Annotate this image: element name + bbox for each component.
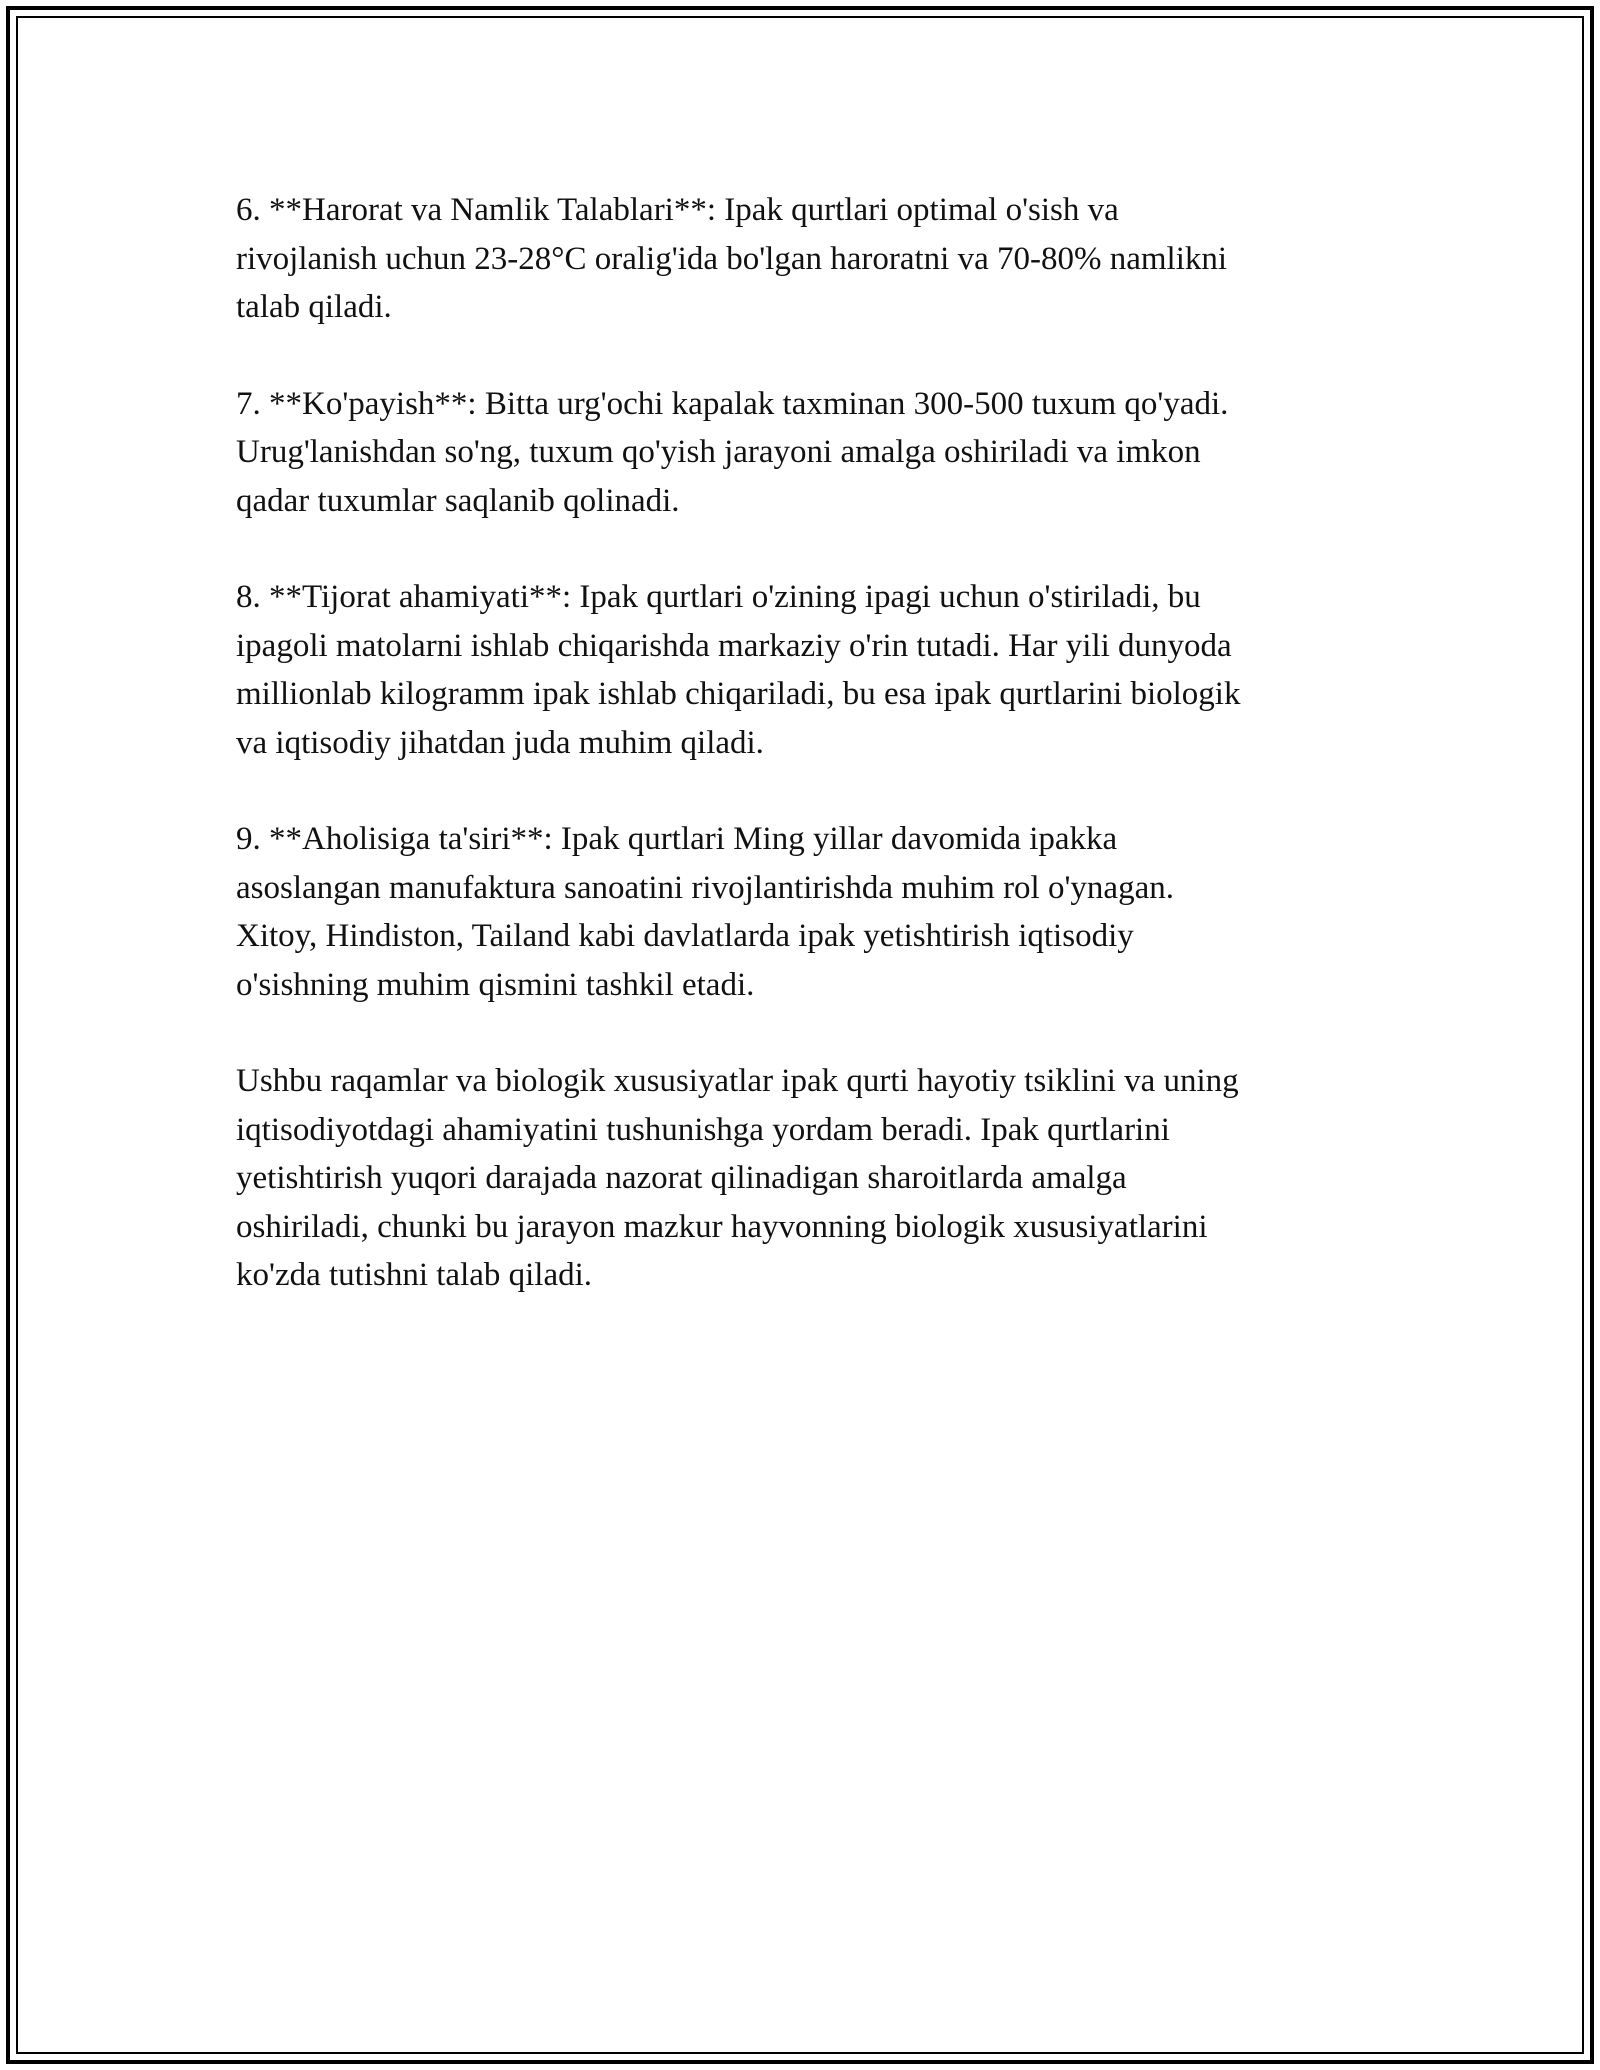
- paragraph-harorat-namlik: 6. **Harorat va Namlik Talablari**: Ipak qurtlari optimal o'sish va rivojlanish uchun 23-28°C oralig'ida bo'lgan haroratni va 70-80% namlikni talab qiladi.: [236, 192, 1228, 325]
- paragraph-tijorat-ahamiyati: 8. **Tijorat ahamiyati**: Ipak qurtlari o'zining ipagi uchun o'stiriladi, bu ipagoli matolarni ishlab chiqarishda markaziy o'rin tutadi. Har yili dunyoda millionlab kilogramm ipak ishlab chiqariladi, bu esa ipak qurtlarini biologik va iqtisodiy jihatdan juda muhim qiladi.: [236, 579, 1241, 761]
- paragraph-kopayish: 7. **Ko'payish**: Bitta urg'ochi kapalak taxminan 300-500 tuxum qo'yadi. Urug'lanishdan so'ng, tuxum qo'yish jarayoni amalga oshiriladi va imkon qadar tuxumlar saqlanib qolinadi.: [236, 385, 1229, 519]
- document-body: [236, 186, 1366, 1348]
- paragraph-aholisiga-tasiri: 9. **Aholisiga ta'siri**: Ipak qurtlari Ming yillar davomida ipakka asoslangan manufaktura sanoatini rivojlantirishda muhim rol o'ynagan. Xitoy, Hindiston, Tailand kabi davlatlarda ipak yetishtirish iqtisodiy o'sishning muhim qismini tashkil etadi.: [236, 821, 1174, 1003]
- paragraph-conclusion: Ushbu raqamlar va biologik xususiyatlar ipak qurti hayotiy tsiklini va uning iqtisodiyotdagi ahamiyatini tushunishga yordam beradi. Ipak qurtlarini yetishtirish yuqori darajada nazorat qilinadigan sharoitlarda amalga oshiriladi, chunki bu jarayon mazkur hayvonning biologik xususiyatlarini ko'zda tutishni talab qiladi.: [236, 1063, 1239, 1293]
